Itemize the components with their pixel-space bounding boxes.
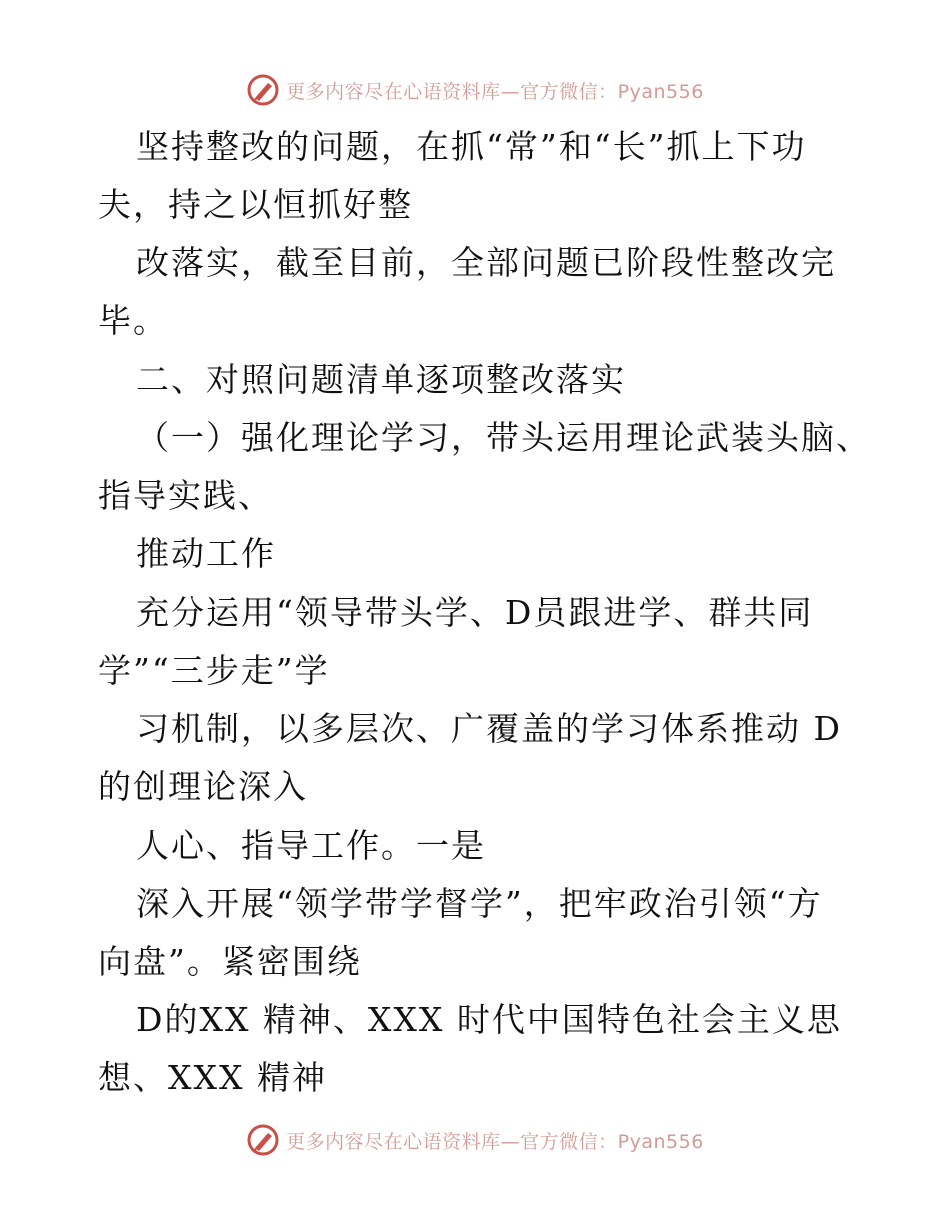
text-line: 毕。 [98, 301, 168, 340]
text-line: D的XX 精神、XXX 时代中国特色社会主义思 [136, 1000, 842, 1039]
text-line: 学”“三步走”学 [98, 651, 330, 690]
watermark-text: 更多内容尽在心语资料库—官方微信：Pyan556 [286, 1130, 704, 1153]
text-line: 的创理论深入 [98, 767, 308, 806]
pen-logo-icon [246, 1123, 280, 1157]
text-line: 指导实践、 [98, 476, 273, 515]
text-line: 夫，持之以恒抓好整 [98, 185, 413, 224]
text-line: 人心、指导工作。一是 [136, 826, 486, 865]
text-line: 充分运用“领导带头学、D员跟进学、群共同 [136, 593, 814, 632]
watermark-text: 更多内容尽在心语资料库—官方微信：Pyan556 [286, 80, 704, 103]
text-line: 深入开展“领学带学督学”，把牢政治引领“方 [136, 884, 823, 923]
text-line: 推动工作 [136, 534, 276, 573]
text-line: 坚持整改的问题，在抓“常”和“长”抓上下功 [136, 127, 807, 166]
subsection-heading: （一）强化理论学习，带头运用理论武装头脑、 [136, 418, 871, 457]
footer-watermark [0, 1120, 950, 1160]
text-line: 想、XXX 精神 [98, 1058, 327, 1097]
text-line: 习机制，以多层次、广覆盖的学习体系推动 D [136, 709, 842, 748]
text-line: 向盘”。紧密围绕 [98, 942, 362, 981]
section-heading: 二、对照问题清单逐项整改落实 [136, 360, 626, 399]
text-line: 改落实，截至目前，全部问题已阶段性整改完 [136, 243, 836, 282]
